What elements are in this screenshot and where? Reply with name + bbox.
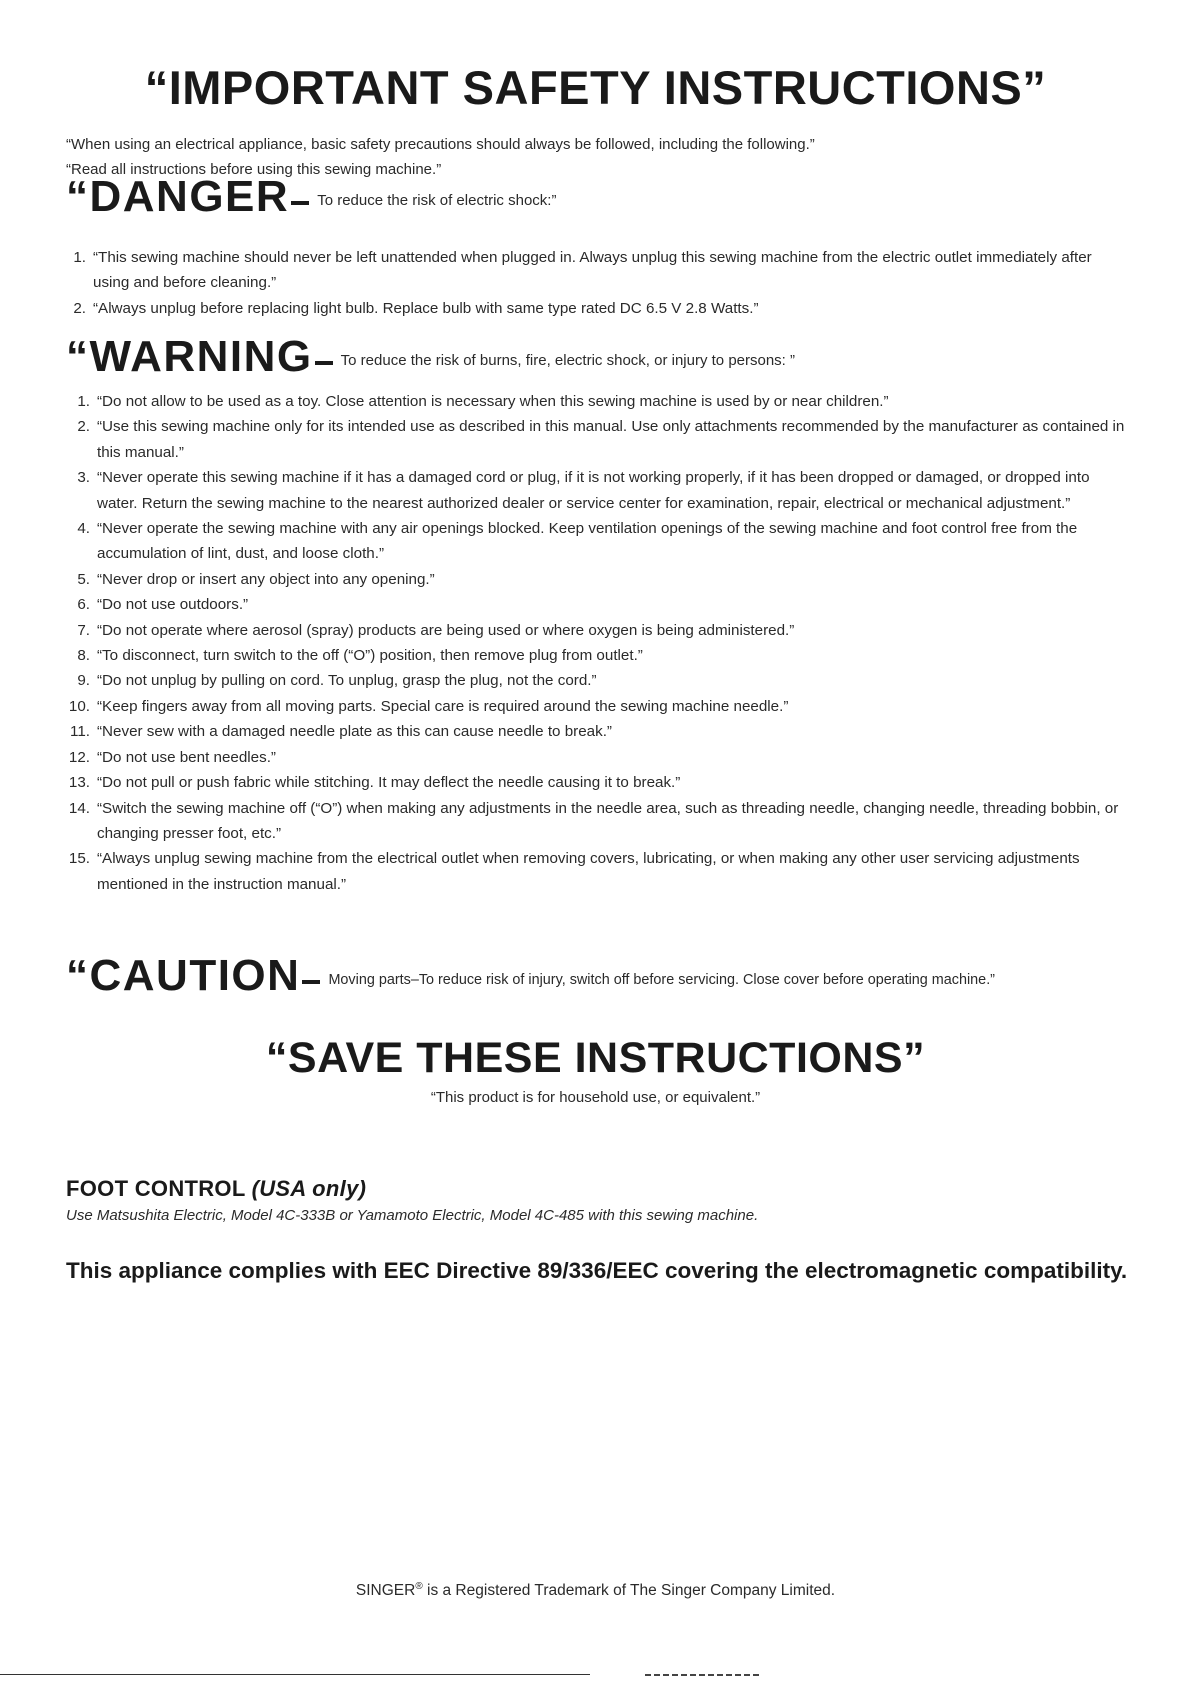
list-item [66, 796, 1132, 847]
list-item [66, 694, 1132, 719]
list-item [66, 618, 1132, 643]
item-number: 9. [77, 672, 90, 690]
item-text: “Do not allow to be used as a toy. Close attention is necessary when this sewing machine is used by or near children.” [97, 393, 889, 410]
item-number: 10. [68, 697, 90, 715]
item-text: “Never operate this sewing machine if it has a damaged cord or plug, if it is not working properly, if it has been dropped or damaged, or dropped into water. Return the sewing machine to the nearest authorized dealer or service center for examination, repair, electrical or mechanical adjustment.” [97, 469, 1090, 512]
item-text: “Use this sewing machine only for its intended use as described in this manual. Use only attachments recommended by the manufacturer as contained in this manual.” [97, 418, 1125, 461]
foot-control-heading [66, 1176, 366, 1202]
item-text: “Do not use outdoors.” [97, 596, 249, 614]
item-number: 2. [73, 299, 86, 317]
danger-description: To reduce the risk of electric shock:” [317, 192, 557, 210]
page-bottom-dashes [645, 1674, 760, 1676]
item-text: “Do not use bent needles.” [97, 748, 276, 766]
item-number: 1. [77, 393, 90, 410]
intro-line: “When using an electrical appliance, basic safety precautions should always be followed, including the following.” [66, 136, 815, 153]
foot-control-title: FOOT CONTROL [66, 1176, 246, 1201]
item-number: 5. [77, 570, 90, 588]
eec-statement: This appliance complies with EEC Directive 89/336/EEC covering the electromagnetic compatibility. [66, 1258, 1128, 1283]
item-text: “Never operate the sewing machine with any air openings blocked. Keep ventilation openings of the sewing machine and foot control free from the accumulation of lint, dust, and loose cloth.” [97, 520, 1078, 563]
item-text: “Do not pull or push fabric while stitching. It may deflect the needle causing it to break.” [97, 774, 681, 792]
list-item [62, 296, 1130, 321]
intro-line: “Read all instructions before using this sewing machine.” [66, 161, 442, 178]
foot-control-region: (USA only) [251, 1176, 367, 1201]
page-title: “IMPORTANT SAFETY INSTRUCTIONS” [144, 61, 1047, 114]
item-number: 14. [68, 799, 90, 817]
list-item [66, 643, 1132, 668]
item-text: “This sewing machine should never be left unattended when plugged in. Always unplug this sewing machine from the electric outlet immediately after using and before cleaning.” [93, 249, 1092, 292]
danger-label: “DANGER [66, 172, 290, 221]
warning-heading [66, 332, 795, 382]
caution-heading [66, 951, 995, 1001]
caution-description: Moving parts–To reduce risk of injury, switch off before servicing. Close cover before operating machine.” [328, 971, 995, 988]
list-item [66, 770, 1132, 795]
item-text: “Always unplug sewing machine from the electrical outlet when removing covers, lubricating, or when making any other user servicing adjustments mentioned in the instruction manual.” [97, 850, 1080, 893]
heading-dash [315, 361, 333, 365]
item-number: 1. [73, 249, 86, 266]
item-number: 3. [77, 469, 90, 487]
item-text: “To disconnect, turn switch to the off (“O”) position, then remove plug from outlet.” [97, 647, 643, 665]
list-item [66, 745, 1132, 770]
list-item [62, 245, 1130, 296]
item-text: “Do not unplug by pulling on cord. To unplug, grasp the plug, not the cord.” [97, 672, 597, 690]
item-text: “Never sew with a damaged needle plate as this can cause needle to break.” [97, 723, 612, 741]
trademark-brand: SINGER [355, 1582, 416, 1600]
page-bottom-rule [0, 1674, 590, 1675]
item-text: “Never drop or insert any object into any opening.” [97, 570, 435, 588]
item-number: 15. [68, 850, 90, 868]
item-number: 7. [77, 621, 90, 639]
caution-label: “CAUTION [66, 951, 301, 1000]
save-instructions-title: “SAVE THESE INSTRUCTIONS” [265, 1034, 926, 1082]
foot-control-text: Use Matsushita Electric, Model 4C-333B or Yamamoto Electric, Model 4C-485 with this sewing machine. [66, 1207, 759, 1224]
heading-dash [291, 201, 309, 205]
list-item [66, 668, 1132, 693]
item-number: 13. [68, 774, 90, 792]
danger-heading [66, 172, 556, 222]
item-text: “Always unplug before replacing light bulb. Replace bulb with same type rated DC 6.5 V 2.8 Watts.” [93, 299, 759, 317]
item-number: 2. [77, 418, 90, 436]
item-number: 8. [77, 647, 90, 665]
list-item [66, 414, 1132, 465]
household-note: “This product is for household use, or equivalent.” [430, 1089, 761, 1106]
warning-description: To reduce the risk of burns, fire, electric shock, or injury to persons: ” [340, 352, 796, 370]
list-item [66, 592, 1132, 617]
item-number: 12. [68, 748, 90, 766]
list-item [66, 567, 1132, 592]
danger-list [62, 245, 1130, 321]
item-number: 11. [70, 723, 90, 741]
trademark-text: is a Registered Trademark of The Singer Company Limited. [422, 1582, 836, 1600]
trademark-notice [0, 1581, 1191, 1600]
heading-dash [302, 980, 320, 984]
item-number: 4. [77, 520, 90, 538]
item-text: “Switch the sewing machine off (“O”) when making any adjustments in the needle area, such as threading needle, changing needle, threading bobbin, or changing presser foot, etc.” [97, 799, 1119, 842]
registered-mark: ® [415, 1581, 423, 1592]
list-item [66, 516, 1132, 567]
list-item [66, 719, 1132, 744]
item-number: 6. [77, 596, 90, 614]
item-text: “Keep fingers away from all moving parts. Special care is required around the sewing machine needle.” [97, 697, 789, 715]
item-text: “Do not operate where aerosol (spray) products are being used or where oxygen is being administered.” [97, 621, 795, 639]
list-item [66, 389, 1132, 414]
warning-list [66, 389, 1132, 897]
list-item [66, 846, 1132, 897]
warning-label: “WARNING [66, 332, 313, 381]
list-item [66, 465, 1132, 516]
